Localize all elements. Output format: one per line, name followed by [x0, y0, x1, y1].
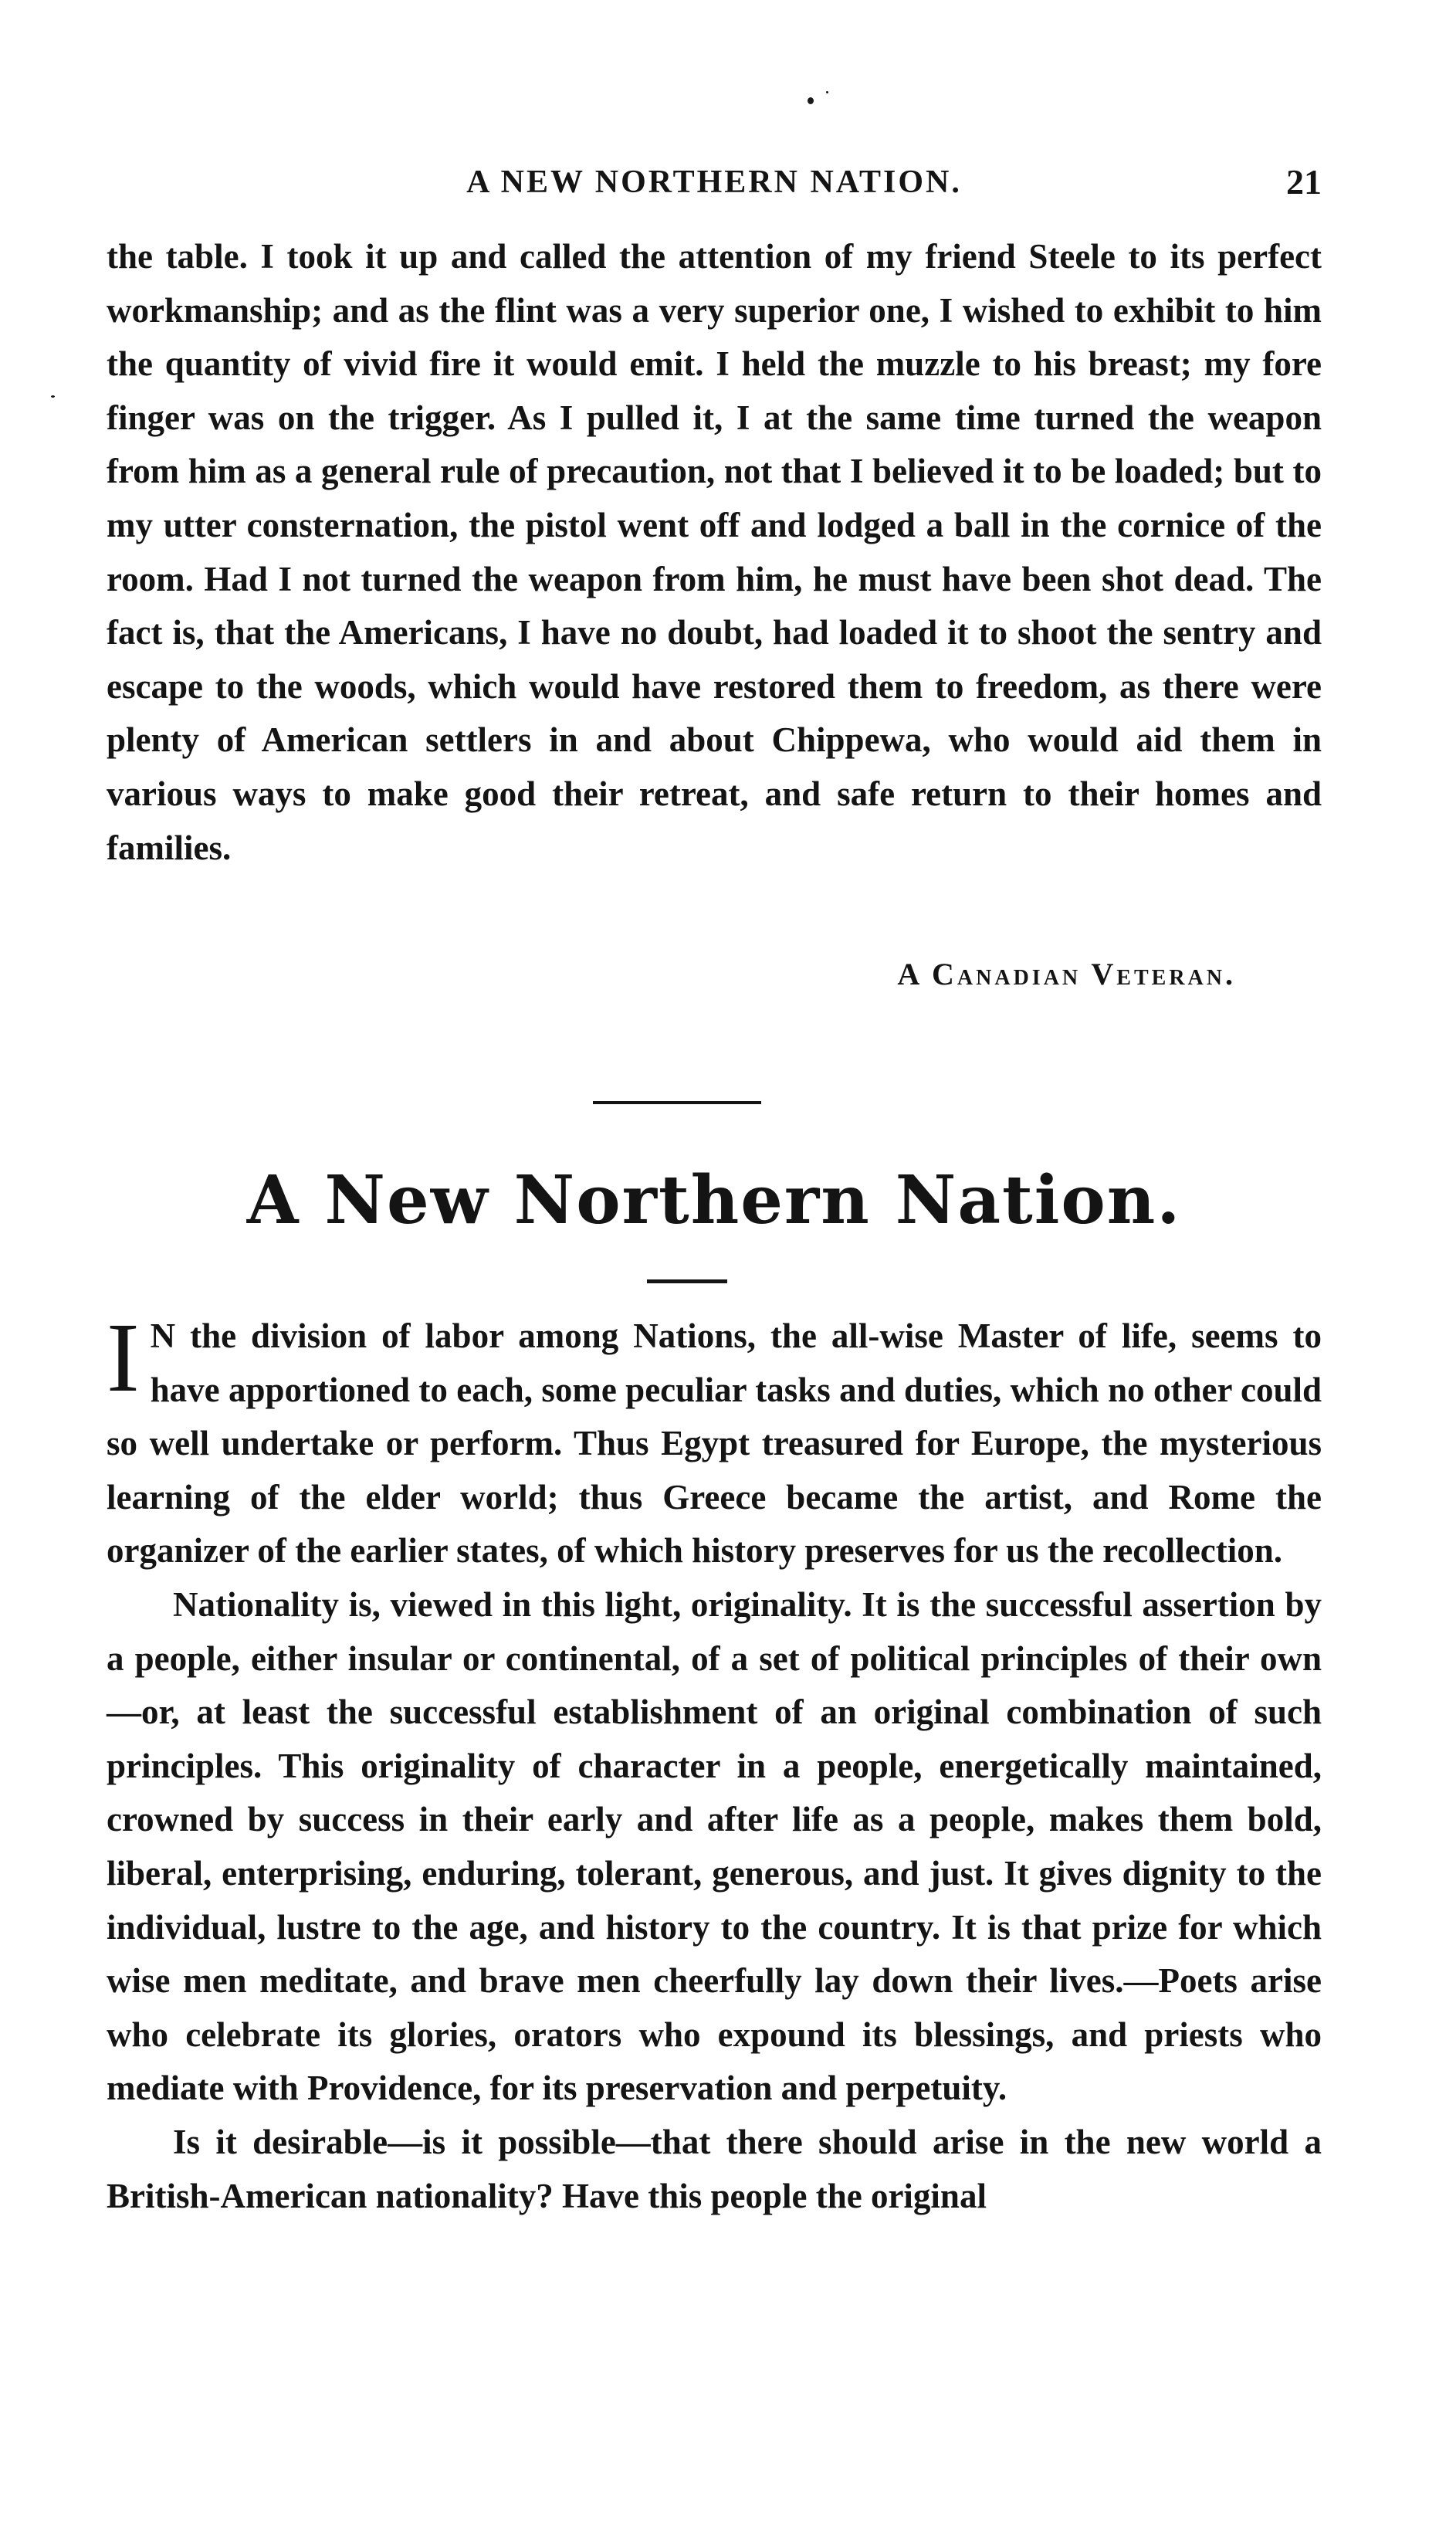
drop-cap: I [107, 1303, 140, 1412]
letter-paragraph: the table. I took it up and called the attention of my friend Steele to its perfect workmanship; and as the flint was a very superior one, I wished to exhibit to him the quantity of vivid fire it would emit. I held the muzzle to his breast; my fore finger was on the trigger. As I pulled it, I at the same time turned the weapon from him as a general rule of precaution, not that I believed it to be loaded; but to my utter consternation, the pistol went off and lodged a ball in the cornice of the room. Had I not turned the weapon from him, he must have been shot dead. The fact is, that the Americans, I have no doubt, had loaded it to shoot the sentry and escape to the woods, which would have restored them to freedom, as there were plenty of American settlers in and about Chippewa, who would aid them in various ways to make good their retreat, and safe return to their homes and families. [107, 237, 1322, 867]
running-head [107, 159, 1322, 205]
article-paragraph-2: Nationality is, viewed in this light, originality. It is the successful assertion by a people, either insular or continental, of a set of political principles of their own—or, at least the successful establishment of an original combination of such principles. This originality of character in a people, energetically maintained, crowned by success in their early and after life as a people, makes them bold, liberal, enterprising, enduring, tolerant, generous, and just. It gives dignity to the individual, lustre to the age, and history to the country. It is that prize for which wise men meditate, and brave men cheerfully lay down their lives.—Poets arise who celebrate its glories, orators who expound its blessings, and priests who mediate with Providence, for its preservation and perpetuity. [107, 1584, 1322, 2108]
article-paragraph-1 [107, 1303, 1322, 1578]
section-divider [593, 1101, 761, 1104]
article-text [107, 1303, 1322, 2223]
running-title: A NEW NORTHERN NATION. [466, 164, 962, 200]
ink-speck [808, 97, 814, 104]
article-paragraph-3: Is it desirable—is it possible—that there should arise in the new world a British-American nationality? Have this people the original [107, 2122, 1322, 2215]
title-underline [647, 1279, 727, 1283]
article-title: A New Northern Nation. [246, 1161, 1182, 1239]
letter-text [107, 230, 1322, 875]
ink-speck [826, 91, 828, 93]
page-number: 21 [1286, 162, 1322, 202]
letter-signature: A Canadian Veteran. [897, 957, 1236, 991]
ink-speck [51, 395, 55, 398]
paragraph-1-text: N the division of labor among Nations, the all-wise Master of life, seems to have apportioned to each, some peculiar tasks and duties, which no other could so well undertake or perform. Thus Egypt treasured for Europe, the mysterious learning of the elder world; thus Greece became the artist, and Rome the organizer of the earlier states, of which history preserves for us the recollection. [107, 1317, 1322, 1571]
